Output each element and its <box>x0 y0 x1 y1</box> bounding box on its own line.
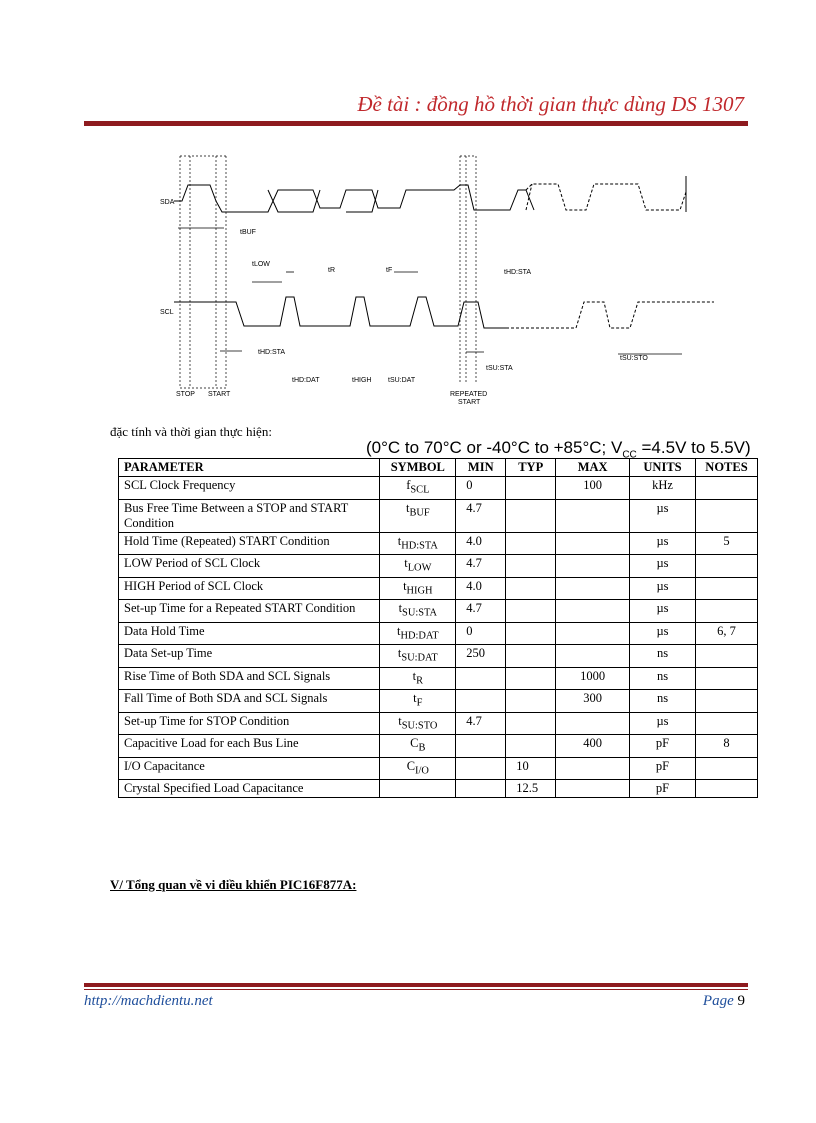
table-row <box>119 600 758 623</box>
symbol-main: t <box>403 578 407 593</box>
header-cell: UNITS <box>630 459 696 477</box>
footer-page-number <box>703 993 745 1010</box>
symbol-sub: I/O <box>415 765 429 776</box>
cell-notes <box>695 577 757 600</box>
cell-max <box>556 555 630 578</box>
cell-notes <box>695 757 757 780</box>
footer-rule <box>84 983 748 987</box>
cell-typ: 12.5 <box>506 780 556 798</box>
header-cell: MAX <box>556 459 630 477</box>
cell-parameter: LOW Period of SCL Clock <box>119 555 380 578</box>
label-t-high: tHIGH <box>352 377 372 384</box>
cell-min <box>456 757 506 780</box>
cell-parameter: Fall Time of Both SDA and SCL Signals <box>119 690 380 713</box>
conditions-prefix: (0°C to 70°C or -40°C to +85°C; V <box>366 438 623 457</box>
cell-parameter: Hold Time (Repeated) START Condition <box>119 532 380 555</box>
page-number: 9 <box>737 993 745 1009</box>
cell-units: pF <box>630 780 696 798</box>
cell-notes <box>695 477 757 500</box>
cell-typ: 10 <box>506 757 556 780</box>
symbol-sub: F <box>416 697 423 709</box>
symbol-sub: BUF <box>409 507 430 518</box>
cell-max <box>556 532 630 555</box>
symbol-sub: B <box>418 742 426 754</box>
cell-symbol <box>380 555 456 578</box>
symbol-main: t <box>398 601 403 615</box>
header-cell: TYP <box>506 459 556 477</box>
label-t-su-sta: tSU:STA <box>486 365 513 372</box>
cell-parameter: Data Hold Time <box>119 622 380 645</box>
label-start: START <box>208 391 231 398</box>
document-header-title: Đề tài : đồng hồ thời gian thực dùng DS 1307 <box>357 92 744 116</box>
cell-units: ns <box>630 667 696 690</box>
cell-max <box>556 757 630 780</box>
symbol-main: t <box>397 646 402 660</box>
symbol-main: C <box>406 758 416 773</box>
cell-parameter: Rise Time of Both SDA and SCL Signals <box>119 667 380 690</box>
cell-typ <box>506 555 556 578</box>
cell-typ <box>506 499 556 532</box>
cell-parameter: HIGH Period of SCL Clock <box>119 577 380 600</box>
label-t-su-sto: tSU:STO <box>620 355 648 362</box>
cell-notes: 6, 7 <box>695 622 757 645</box>
cell-notes: 8 <box>695 735 757 758</box>
cell-max <box>556 645 630 668</box>
label-repeated-start: START <box>458 399 481 406</box>
cell-min: 0 <box>456 477 506 500</box>
symbol-sub: HD:DAT <box>400 630 439 641</box>
cell-typ <box>506 712 556 735</box>
symbol-main: t <box>412 668 417 683</box>
header-cell: PARAMETER <box>119 459 380 477</box>
cell-symbol <box>380 532 456 555</box>
header-rule <box>84 121 748 126</box>
label-t-hd-sta: tHD:STA <box>258 349 286 356</box>
cell-typ <box>506 532 556 555</box>
cell-typ <box>506 645 556 668</box>
table-row <box>119 499 758 532</box>
cell-units: µs <box>630 622 696 645</box>
cell-max <box>556 499 630 532</box>
symbol-main: t <box>398 713 402 728</box>
cell-units: pF <box>630 757 696 780</box>
header-cell: NOTES <box>695 459 757 477</box>
symbol-sub: LOW <box>407 562 432 574</box>
table-row <box>119 577 758 600</box>
cell-symbol <box>380 477 456 500</box>
symbol-main: t <box>397 623 401 638</box>
symbol-sub: HIGH <box>406 585 433 596</box>
header-cell: MIN <box>456 459 506 477</box>
cell-typ <box>506 477 556 500</box>
cell-max <box>556 780 630 798</box>
cell-max <box>556 712 630 735</box>
table-row <box>119 690 758 713</box>
page-label: Page <box>702 993 734 1009</box>
label-t-hd-sta-top: tHD:STA <box>504 269 532 276</box>
cell-min: 4.7 <box>456 499 506 532</box>
header-cell: SYMBOL <box>380 459 456 477</box>
cell-min: 4.7 <box>456 712 506 735</box>
label-sda: SDA <box>160 199 175 206</box>
table-row <box>119 712 758 735</box>
cell-min <box>456 690 506 713</box>
cell-max: 100 <box>556 477 630 500</box>
symbol-main: t <box>413 691 417 705</box>
label-scl: SCL <box>160 309 174 316</box>
table-row <box>119 667 758 690</box>
label-t-su-dat: tSU:DAT <box>388 377 416 384</box>
footer-rule-thin <box>84 989 748 990</box>
cell-typ <box>506 600 556 623</box>
table-row <box>119 645 758 668</box>
label-t-f: tF <box>386 267 393 274</box>
intro-text: đặc tính và thời gian thực hiện: <box>110 424 272 439</box>
symbol-sub: SCL <box>410 484 430 496</box>
cell-units: ns <box>630 645 696 668</box>
sda-waveform <box>174 176 686 212</box>
symbol-main: f <box>406 478 411 492</box>
symbol-sub: SU:DAT <box>401 652 438 664</box>
timing-markers <box>178 228 682 354</box>
cell-symbol <box>380 622 456 645</box>
cell-units: µs <box>630 532 696 555</box>
cell-parameter: Set-up Time for a Repeated START Condition <box>119 600 380 623</box>
cell-symbol <box>380 780 456 798</box>
cell-parameter: Data Set-up Time <box>119 645 380 668</box>
cell-max: 400 <box>556 735 630 758</box>
cell-max <box>556 600 630 623</box>
table-header-row <box>119 459 758 477</box>
cell-symbol <box>380 735 456 758</box>
symbol-main: t <box>405 500 410 515</box>
cell-min: 4.7 <box>456 600 506 623</box>
label-stop: STOP <box>176 391 195 398</box>
symbol-sub: HD:STA <box>401 540 438 551</box>
symbol-main: t <box>404 556 408 570</box>
cell-typ <box>506 735 556 758</box>
table-row <box>119 735 758 758</box>
cell-min <box>456 735 506 758</box>
cell-notes <box>695 712 757 735</box>
i2c-timing-diagram <box>158 152 718 410</box>
section-title: V/ Tổng quan về vi điều khiển PIC16F877A: <box>110 877 357 892</box>
cell-symbol <box>380 577 456 600</box>
cell-units: µs <box>630 499 696 532</box>
table-row <box>119 780 758 798</box>
symbol-sub: SU:STA <box>402 607 438 619</box>
footer-url-link[interactable]: http://machdientu.net <box>84 993 213 1009</box>
cell-min: 0 <box>456 622 506 645</box>
cell-notes <box>695 645 757 668</box>
cell-units: pF <box>630 735 696 758</box>
cell-max <box>556 577 630 600</box>
cell-parameter: I/O Capacitance <box>119 757 380 780</box>
conditions-suffix: =4.5V to 5.5V) <box>636 438 751 457</box>
cell-symbol <box>380 645 456 668</box>
cell-symbol <box>380 667 456 690</box>
table-row <box>119 622 758 645</box>
cell-typ <box>506 667 556 690</box>
cell-units: kHz <box>630 477 696 500</box>
cell-units: ns <box>630 690 696 713</box>
symbol-sub: SU:STO <box>401 720 438 731</box>
symbol-main: C <box>410 736 419 750</box>
symbol-sub: R <box>416 675 424 686</box>
table-body <box>119 477 758 798</box>
cell-notes <box>695 780 757 798</box>
cell-units: µs <box>630 577 696 600</box>
cell-units: µs <box>630 600 696 623</box>
cell-notes: 5 <box>695 532 757 555</box>
cell-parameter: Set-up Time for STOP Condition <box>119 712 380 735</box>
label-t-buf: tBUF <box>240 229 256 236</box>
cell-symbol <box>380 499 456 532</box>
cell-typ <box>506 622 556 645</box>
conditions-sub: CC <box>622 449 637 461</box>
cell-symbol <box>380 600 456 623</box>
cell-parameter: Bus Free Time Between a STOP and START Condition <box>119 499 380 532</box>
cell-min: 4.0 <box>456 532 506 555</box>
cell-units: µs <box>630 555 696 578</box>
symbol-main: t <box>397 533 402 548</box>
cell-notes <box>695 555 757 578</box>
cell-min: 4.7 <box>456 555 506 578</box>
cell-symbol <box>380 757 456 780</box>
cell-parameter: Crystal Specified Load Capacitance <box>119 780 380 798</box>
label-t-r: tR <box>328 267 335 274</box>
table-row <box>119 477 758 500</box>
table-row <box>119 757 758 780</box>
cell-symbol <box>380 712 456 735</box>
cell-min: 250 <box>456 645 506 668</box>
label-repeated: REPEATED <box>450 391 488 398</box>
cell-notes <box>695 600 757 623</box>
cell-max <box>556 622 630 645</box>
cell-parameter: SCL Clock Frequency <box>119 477 380 500</box>
ac-characteristics-table <box>118 458 758 798</box>
scl-waveform <box>174 297 714 328</box>
cell-parameter: Capacitive Load for each Bus Line <box>119 735 380 758</box>
cell-symbol <box>380 690 456 713</box>
cell-units: µs <box>630 712 696 735</box>
table-row <box>119 555 758 578</box>
label-t-low: tLOW <box>252 261 270 268</box>
cell-max: 1000 <box>556 667 630 690</box>
cell-typ <box>506 690 556 713</box>
cell-notes <box>695 690 757 713</box>
cell-typ <box>506 577 556 600</box>
cell-min <box>456 780 506 798</box>
cell-notes <box>695 667 757 690</box>
cell-max: 300 <box>556 690 630 713</box>
table-row <box>119 532 758 555</box>
cell-min: 4.0 <box>456 577 506 600</box>
label-t-hd-dat: tHD:DAT <box>292 377 320 384</box>
cell-min <box>456 667 506 690</box>
cell-notes <box>695 499 757 532</box>
